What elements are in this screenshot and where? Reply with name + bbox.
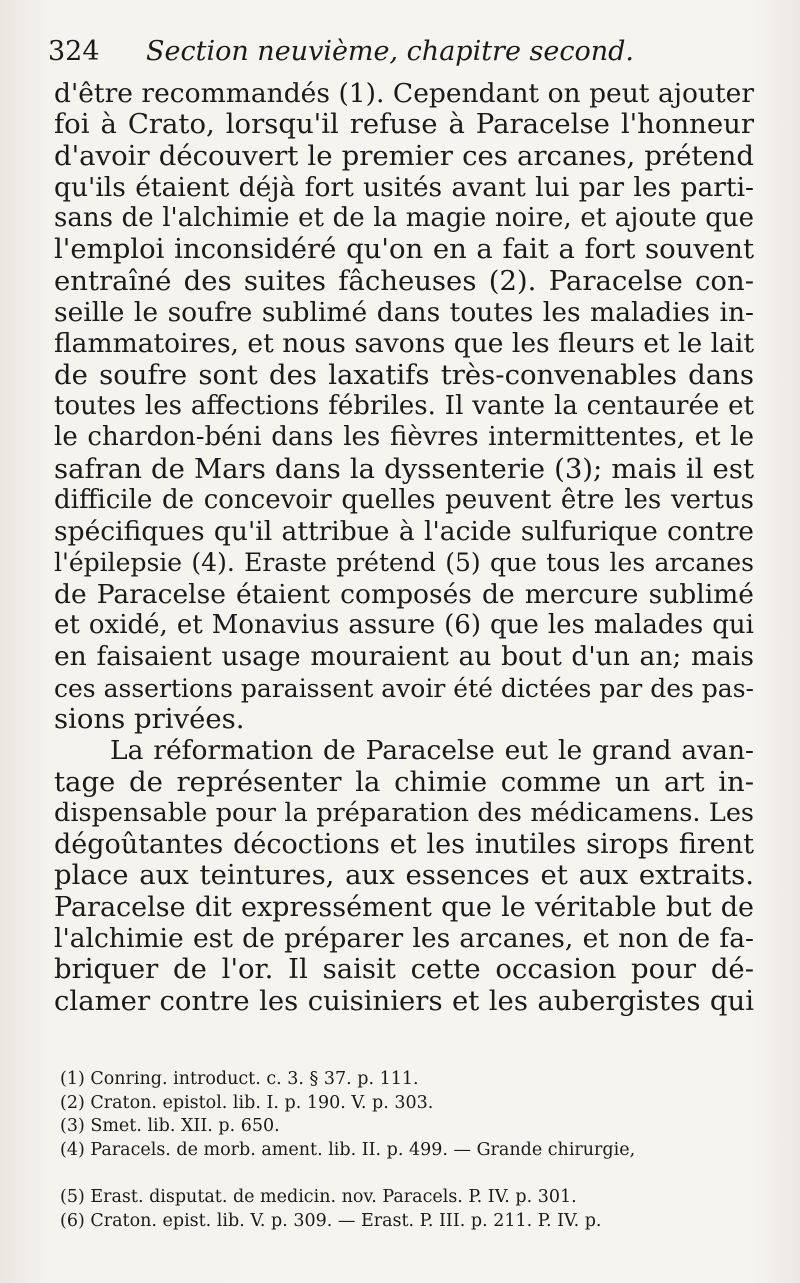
footnote: (6) Craton. epist. lib. V. p. 309. — Erast. P. III. p. 211. P. IV. p. [60, 1210, 602, 1231]
paragraph-start-line: La réformation de Paracelse eut le grand avan- [110, 735, 754, 767]
text-line: seille le soufre sublimé dans toutes les maladies in- [54, 297, 754, 329]
text-line: clamer contre les cuisiniers et les aubergistes qui [54, 984, 754, 1017]
text-line: spécifiques qu'il attribue à l'acide sulfurique contre [54, 516, 754, 548]
text-line: dispensable pour la préparation des médicamens. Les [54, 797, 754, 828]
running-head: Section neuvième, chapitre second. [146, 36, 634, 67]
page-number: 324 [48, 36, 100, 67]
text-line: en faisaient usage mouraient au bout d'un an; mais [54, 641, 754, 673]
footnote: (1) Conring. introduct. c. 3. § 37. p. 111. [60, 1069, 419, 1089]
text-line: ces assertions paraissent avoir été dictées par des pas- [54, 673, 754, 703]
page-header [48, 36, 748, 76]
text-line: difficile de concevoir quelles peuvent être les vertus [54, 484, 754, 515]
text-line: sions privées. [54, 702, 245, 735]
text-line: Paracelse dit expressément que le véritable but de [54, 891, 754, 923]
footnote: (4) Paracels. de morb. ament. lib. II. p. 499. — Grande chirurgie, [60, 1139, 636, 1160]
text-line: foi à Crato, lorsqu'il refuse à Paracelse l'honneur [54, 108, 754, 141]
text-line: de Paracelse étaient composés de mercure sublimé [54, 578, 754, 610]
text-line: briquer de l'or. Il saisit cette occasion pour dé- [54, 953, 754, 986]
text-line: safran de Mars dans la dyssenterie (3); mais il est [54, 452, 754, 485]
text-line: toutes les affections fébriles. Il vante la centaurée et [54, 390, 754, 421]
text-line: et oxidé, et Monavius assure (6) que les malades qui [54, 610, 754, 641]
footnote-continuation [38, 1233, 750, 1257]
footnotes [60, 1068, 750, 1257]
footnote: (5) Erast. disputat. de medicin. nov. Paracels. P. IV. p. 301. [60, 1186, 577, 1207]
footnote: (3) Smet. lib. XII. p. 650. [60, 1116, 280, 1137]
text-line: dégoûtantes décoctions et les inutiles sirops firent [54, 829, 754, 861]
footnote: (2) Craton. epistol. lib. I. p. 190. V. p. 303. [60, 1092, 434, 1113]
text-line: entraîné des suites fâcheuses (2). Paracelse con- [54, 264, 754, 297]
text-line: flammatoires, et nous savons que les fleurs et le lait [54, 328, 754, 360]
text-line: d'avoir découvert le premier ces arcanes, prétend [54, 139, 754, 172]
text-line: sans de l'alchimie et de la magie noire, et ajoute que [54, 203, 754, 234]
text-line: de soufre sont des laxatifs très-convenables dans [54, 358, 754, 391]
text-line: qu'ils étaient déjà fort usités avant lui par les parti- [54, 171, 754, 203]
text-line: d'être recommandés (1). Cependant on peut ajouter [54, 78, 754, 109]
text-line: l'emploi inconsidéré qu'on en a fait a fort souvent [54, 233, 754, 266]
text-line: tage de représenter la chimie comme un art in- [54, 765, 754, 798]
text-line: le chardon-béni dans les fièvres intermittentes, et le [54, 422, 754, 453]
body-text [54, 78, 754, 1017]
footnote-continuation [38, 1162, 750, 1186]
text-line: place aux teintures, aux essences et aux extraits. [54, 859, 754, 892]
text-line: l'épilepsie (4). Eraste prétend (5) que tous les arcanes [54, 548, 754, 578]
text-line: l'alchimie est de préparer les arcanes, et non de fa- [54, 923, 754, 955]
